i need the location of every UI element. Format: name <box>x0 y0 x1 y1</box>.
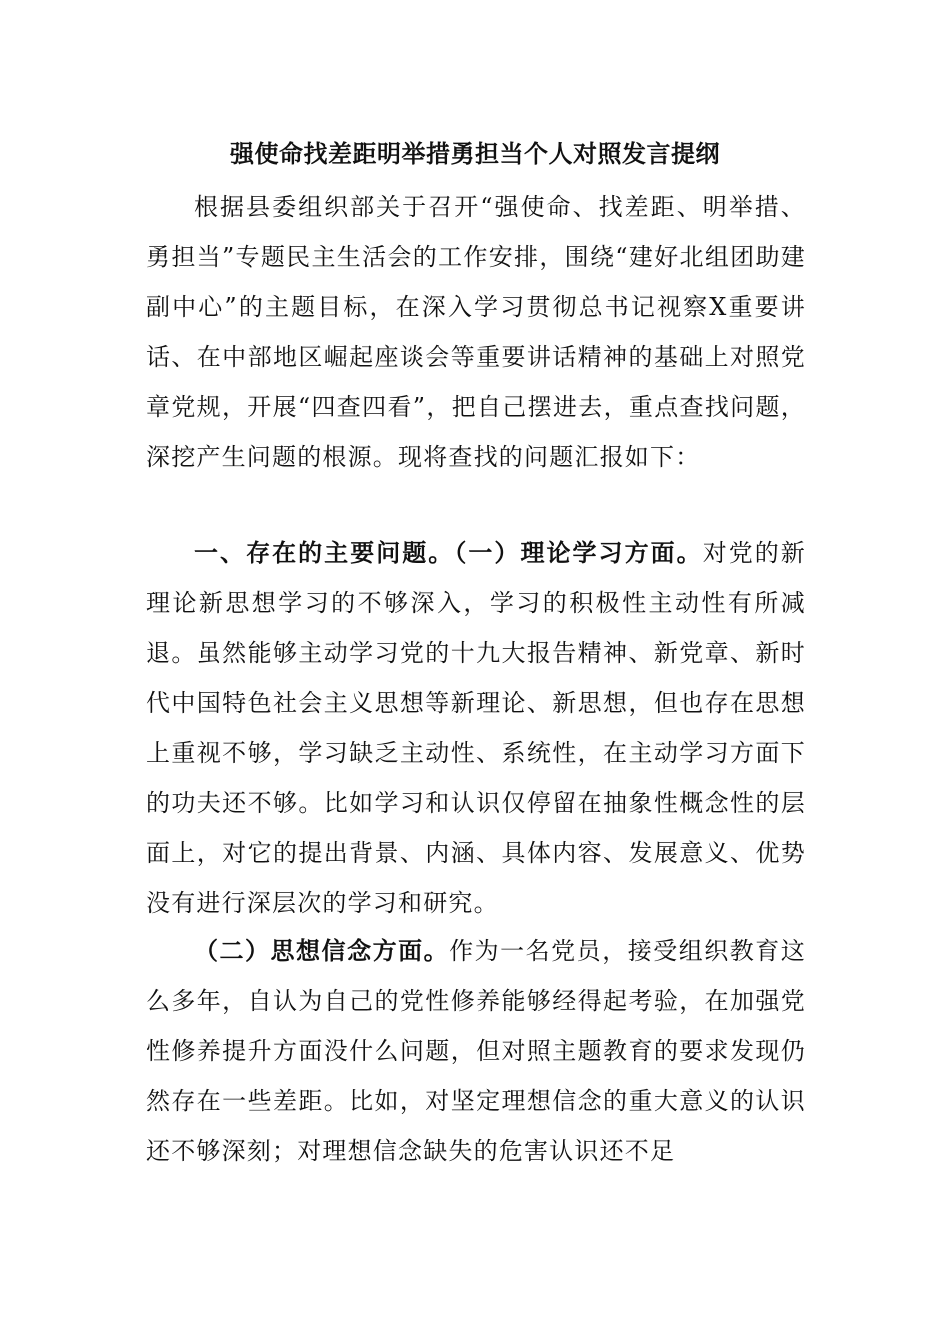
section-2-text: 作为一名党员，接受组织教育这么多年，自认为自己的党性修养能够经得起考验，在加强党性修养提升方面没什么问题，但对照主题教育的要求发现仍然存在一些差距。比如，对坚定理想信念的重大意义的认识还不够深刻；对理想信念缺失的危害认识还不足 <box>146 937 806 1165</box>
subsection-heading-theory: （一）理论学习方面。 <box>454 538 703 567</box>
intro-text: 根据县委组织部关于召开“强使命、找差距、明举措、勇担当”专题民主生活会的工作安排，围绕“建好北组团助建副中心”的主题目标，在深入学习贯彻总书记视察X重要讲话、在中部地区崛起座谈会等重要讲话精神的基础上对照党章党规，开展“四查四看”，把自己摆进去，重点查找问题，深挖产生问题的根源。现将查找的问题汇报如下： <box>146 193 806 471</box>
section-heading: 一、存在的主要问题。 <box>194 538 455 567</box>
section-1-paragraph <box>146 528 806 928</box>
section-1-text: 对党的新理论新思想学习的不够深入，学习的积极性主动性有所减退。虽然能够主动学习党的十九大报告精神、新党章、新时代中国特色社会主义思想等新理论、新思想，但也存在思想上重视不够，学习缺乏主动性、系统性，在主动学习方面下的功夫还不够。比如学习和认识仅停留在抽象性概念性的层面上，对它的提出背景、内涵、具体内容、发展意义、优势没有进行深层次的学习和研究。 <box>146 539 806 917</box>
subsection-heading-belief: （二）思想信念方面。 <box>194 936 450 965</box>
intro-paragraph <box>146 182 806 482</box>
document-title: 强使命找差距明举措勇担当个人对照发言提纲 <box>230 139 720 168</box>
section-2-paragraph <box>146 926 806 1176</box>
